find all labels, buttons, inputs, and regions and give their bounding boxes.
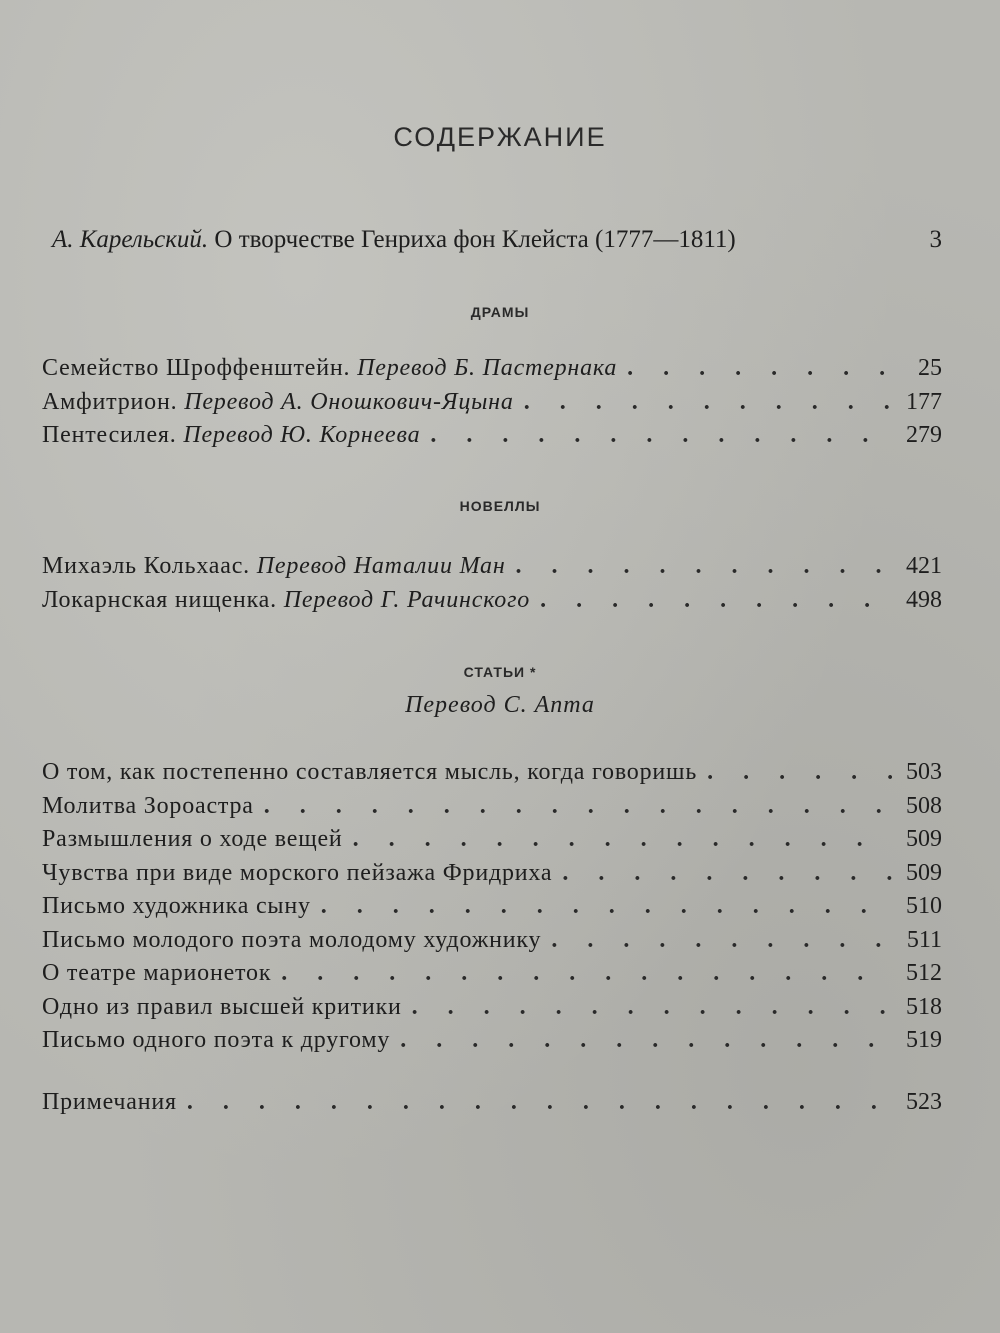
page-number: 177 (906, 388, 942, 415)
dot-leader (516, 550, 892, 583)
toc-entry (42, 957, 942, 991)
toc-list-articles (42, 756, 942, 1058)
intro-title: О творчестве Генриха фон Клейста (1777—1811) (214, 226, 736, 253)
section-heading-novellas: НОВЕЛЛЫ (459, 498, 541, 514)
intro-text (52, 226, 736, 254)
work-title: О том, как постепенно составляется мысль, когда говоришь (42, 759, 698, 785)
toc-list-notes (42, 1086, 942, 1120)
toc-entry (42, 584, 942, 618)
page-number: 523 (906, 1089, 942, 1115)
work-title: О театре марионеток (42, 960, 272, 986)
toc-entry (42, 991, 942, 1025)
page-number: 510 (906, 893, 942, 919)
dot-leader (562, 857, 892, 890)
translator: Перевод Ю. Корнеева (183, 422, 421, 448)
intro-page-number: 3 (929, 226, 942, 253)
translator: Перевод А. Оношкович-Яцына (184, 388, 514, 415)
page-number: 511 (906, 926, 942, 953)
work-title: Михаэль Кольхаас. (42, 553, 250, 579)
toc-entry-label (42, 550, 506, 583)
dot-leader (281, 957, 892, 990)
toc-entry (42, 823, 942, 857)
page-number: 279 (906, 422, 942, 448)
toc-entry (42, 386, 942, 420)
dot-leader (353, 823, 892, 856)
page-number: 421 (906, 553, 942, 579)
dot-leader (707, 756, 892, 789)
work-title: Размышления о ходе вещей (42, 826, 343, 852)
toc-entry (42, 890, 942, 924)
dot-leader (412, 991, 892, 1024)
toc-entry-label (42, 352, 617, 385)
toc-entry-notes (42, 1086, 942, 1120)
dot-leader (540, 584, 892, 617)
toc-entry-label (42, 386, 514, 419)
work-title: Письмо художника сыну (42, 893, 311, 919)
work-title: Письмо молодого поэта молодому художнику (42, 926, 542, 953)
dot-leader (264, 790, 892, 823)
page-number: 512 (906, 960, 942, 986)
section-heading-dramas: ДРАМЫ (470, 304, 530, 320)
section-heading-articles: СТАТЬИ * (463, 664, 537, 680)
dot-leader (627, 352, 892, 385)
translator: Перевод Г. Рачинского (283, 586, 531, 613)
page-number: 509 (906, 826, 942, 852)
page-title: СОДЕРЖАНИЕ (393, 122, 607, 152)
page-number: 518 (906, 993, 942, 1020)
toc-list-dramas (42, 352, 942, 453)
translator: Перевод Наталии Ман (256, 553, 506, 579)
toc-entry (42, 1024, 942, 1058)
page-number: 508 (906, 792, 942, 819)
toc-entry (42, 924, 942, 958)
intro-entry (52, 226, 942, 254)
page-number: 503 (906, 759, 942, 785)
work-title: Амфитрион. (42, 388, 178, 415)
dot-leader (551, 924, 892, 957)
toc-entry (42, 352, 942, 386)
page-number: 519 (906, 1027, 942, 1053)
page-number: 498 (906, 586, 942, 613)
dot-leader (187, 1086, 892, 1119)
dot-leader (430, 419, 892, 452)
dot-leader (321, 890, 892, 923)
intro-author: А. Карельский. (52, 226, 209, 253)
work-title: Чувства при виде морского пейзажа Фридриха (42, 859, 553, 886)
work-title: Локарнская нищенка. (42, 586, 277, 613)
toc-entry-label (42, 584, 530, 617)
page-number: 509 (906, 859, 942, 886)
toc-list-novellas (42, 550, 942, 617)
translator: Перевод Б. Пастернака (357, 355, 618, 381)
toc-entry-label (42, 419, 420, 452)
work-title: Одно из правил высшей критики (42, 993, 402, 1020)
toc-entry (42, 857, 942, 891)
work-title: Молитва Зороастра (42, 792, 254, 819)
work-title: Семейство Шроффенштейн. (42, 355, 351, 381)
toc-entry (42, 419, 942, 453)
page-number: 25 (918, 355, 942, 381)
toc-entry (42, 550, 942, 584)
dot-leader (524, 386, 892, 419)
section-subheading-translator: Перевод С. Апта (405, 692, 595, 718)
work-title: Письмо одного поэта к другому (42, 1027, 391, 1053)
notes-title: Примечания (42, 1089, 177, 1115)
work-title: Пентесилея. (42, 422, 177, 448)
dot-leader (400, 1024, 892, 1057)
toc-entry (42, 756, 942, 790)
toc-entry (42, 790, 942, 824)
